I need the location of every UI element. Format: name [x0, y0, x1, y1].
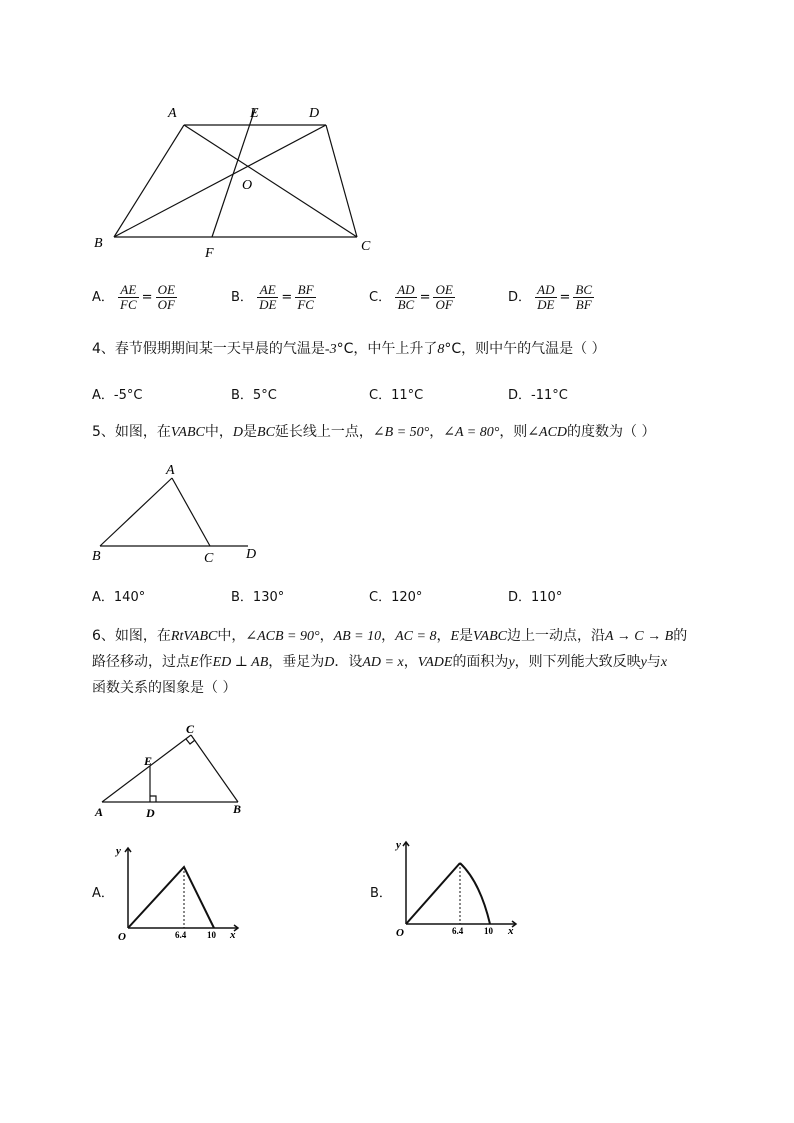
q6-stem-line1: 6、如图，在RtVABC中，∠ACB = 90°，AB = 10，AC = 8，E是VABC边上一动点，沿A → C → B的	[92, 628, 688, 644]
axis-y-label: y	[116, 845, 121, 857]
label-D: D	[309, 106, 320, 121]
axis-x-label: x	[508, 925, 514, 937]
label-E: E	[250, 106, 259, 121]
q4-option-b[interactable]: B．5°C	[231, 388, 277, 403]
label-D: D	[246, 547, 257, 562]
right-triangle-figure	[90, 720, 260, 825]
origin-label: O	[396, 927, 404, 939]
label-C: C	[204, 551, 214, 566]
label-C: C	[186, 722, 195, 736]
origin-label: O	[118, 931, 126, 943]
q6-stem-line2: 路径移动，过点E作ED ⊥ AB，垂足为D．设AD = x，VADE的面积为y，则下列能大致反映y与x	[92, 654, 668, 670]
q6-option-b[interactable]: B．	[370, 886, 392, 901]
q6-option-a[interactable]: A．	[92, 886, 114, 901]
axis-y-label: y	[396, 839, 401, 851]
graph-a[interactable]	[112, 838, 252, 948]
q3-option-a[interactable]: A． $\frac{AE}{FC}$ = $\frac{OE}{OF}$	[92, 282, 175, 312]
q5-option-a[interactable]: A．140°	[92, 590, 146, 605]
label-D: D	[146, 806, 155, 820]
label-A: A	[166, 463, 175, 478]
tick-6-4: 6.4	[175, 930, 187, 940]
q5-stem: 5、如图，在VABC中，D是BC延长线上一点，∠B = 50°，∠A = 80°，则∠ACD的度数为（ ）	[92, 424, 656, 440]
trapezoid-figure	[80, 95, 390, 265]
q5-option-c[interactable]: C．120°	[369, 590, 423, 605]
q6-stem-line3: 函数关系的图象是（ ）	[92, 680, 237, 696]
label-B: B	[233, 802, 242, 816]
q3-option-b[interactable]: B． $\frac{AE}{DE}$ = $\frac{BF}{FC}$	[231, 282, 314, 312]
tick-10: 10	[484, 926, 493, 936]
graph-b[interactable]	[390, 834, 530, 944]
q5-option-d[interactable]: D．110°	[508, 590, 563, 605]
q4-option-a[interactable]: A．-5°C	[92, 388, 143, 403]
label-E: E	[144, 754, 153, 768]
label-F: F	[205, 246, 214, 261]
tick-6-4: 6.4	[452, 926, 464, 936]
q3-option-c[interactable]: C． $\frac{AD}{BC}$ = $\frac{OE}{OF}$	[369, 282, 453, 312]
label-C: C	[361, 239, 371, 254]
triangle-abc-figure	[88, 458, 268, 568]
q4-stem: 4、春节假期期间某一天早晨的气温是-3°C，中午上升了8°C，则中午的气温是（ ）	[92, 341, 606, 357]
label-O: O	[242, 178, 253, 193]
q3-option-d[interactable]: D． $\frac{AD}{DE}$ = $\frac{BC}{BF}$	[508, 282, 593, 312]
q4-option-d[interactable]: D．-11°C	[508, 388, 568, 403]
q5-option-b[interactable]: B．130°	[231, 590, 285, 605]
label-A: A	[95, 805, 104, 819]
label-A: A	[168, 106, 177, 121]
label-B: B	[92, 549, 101, 564]
tick-10: 10	[207, 930, 216, 940]
label-B: B	[94, 236, 103, 251]
q4-option-c[interactable]: C．11°C	[369, 388, 424, 403]
axis-x-label: x	[230, 929, 236, 941]
